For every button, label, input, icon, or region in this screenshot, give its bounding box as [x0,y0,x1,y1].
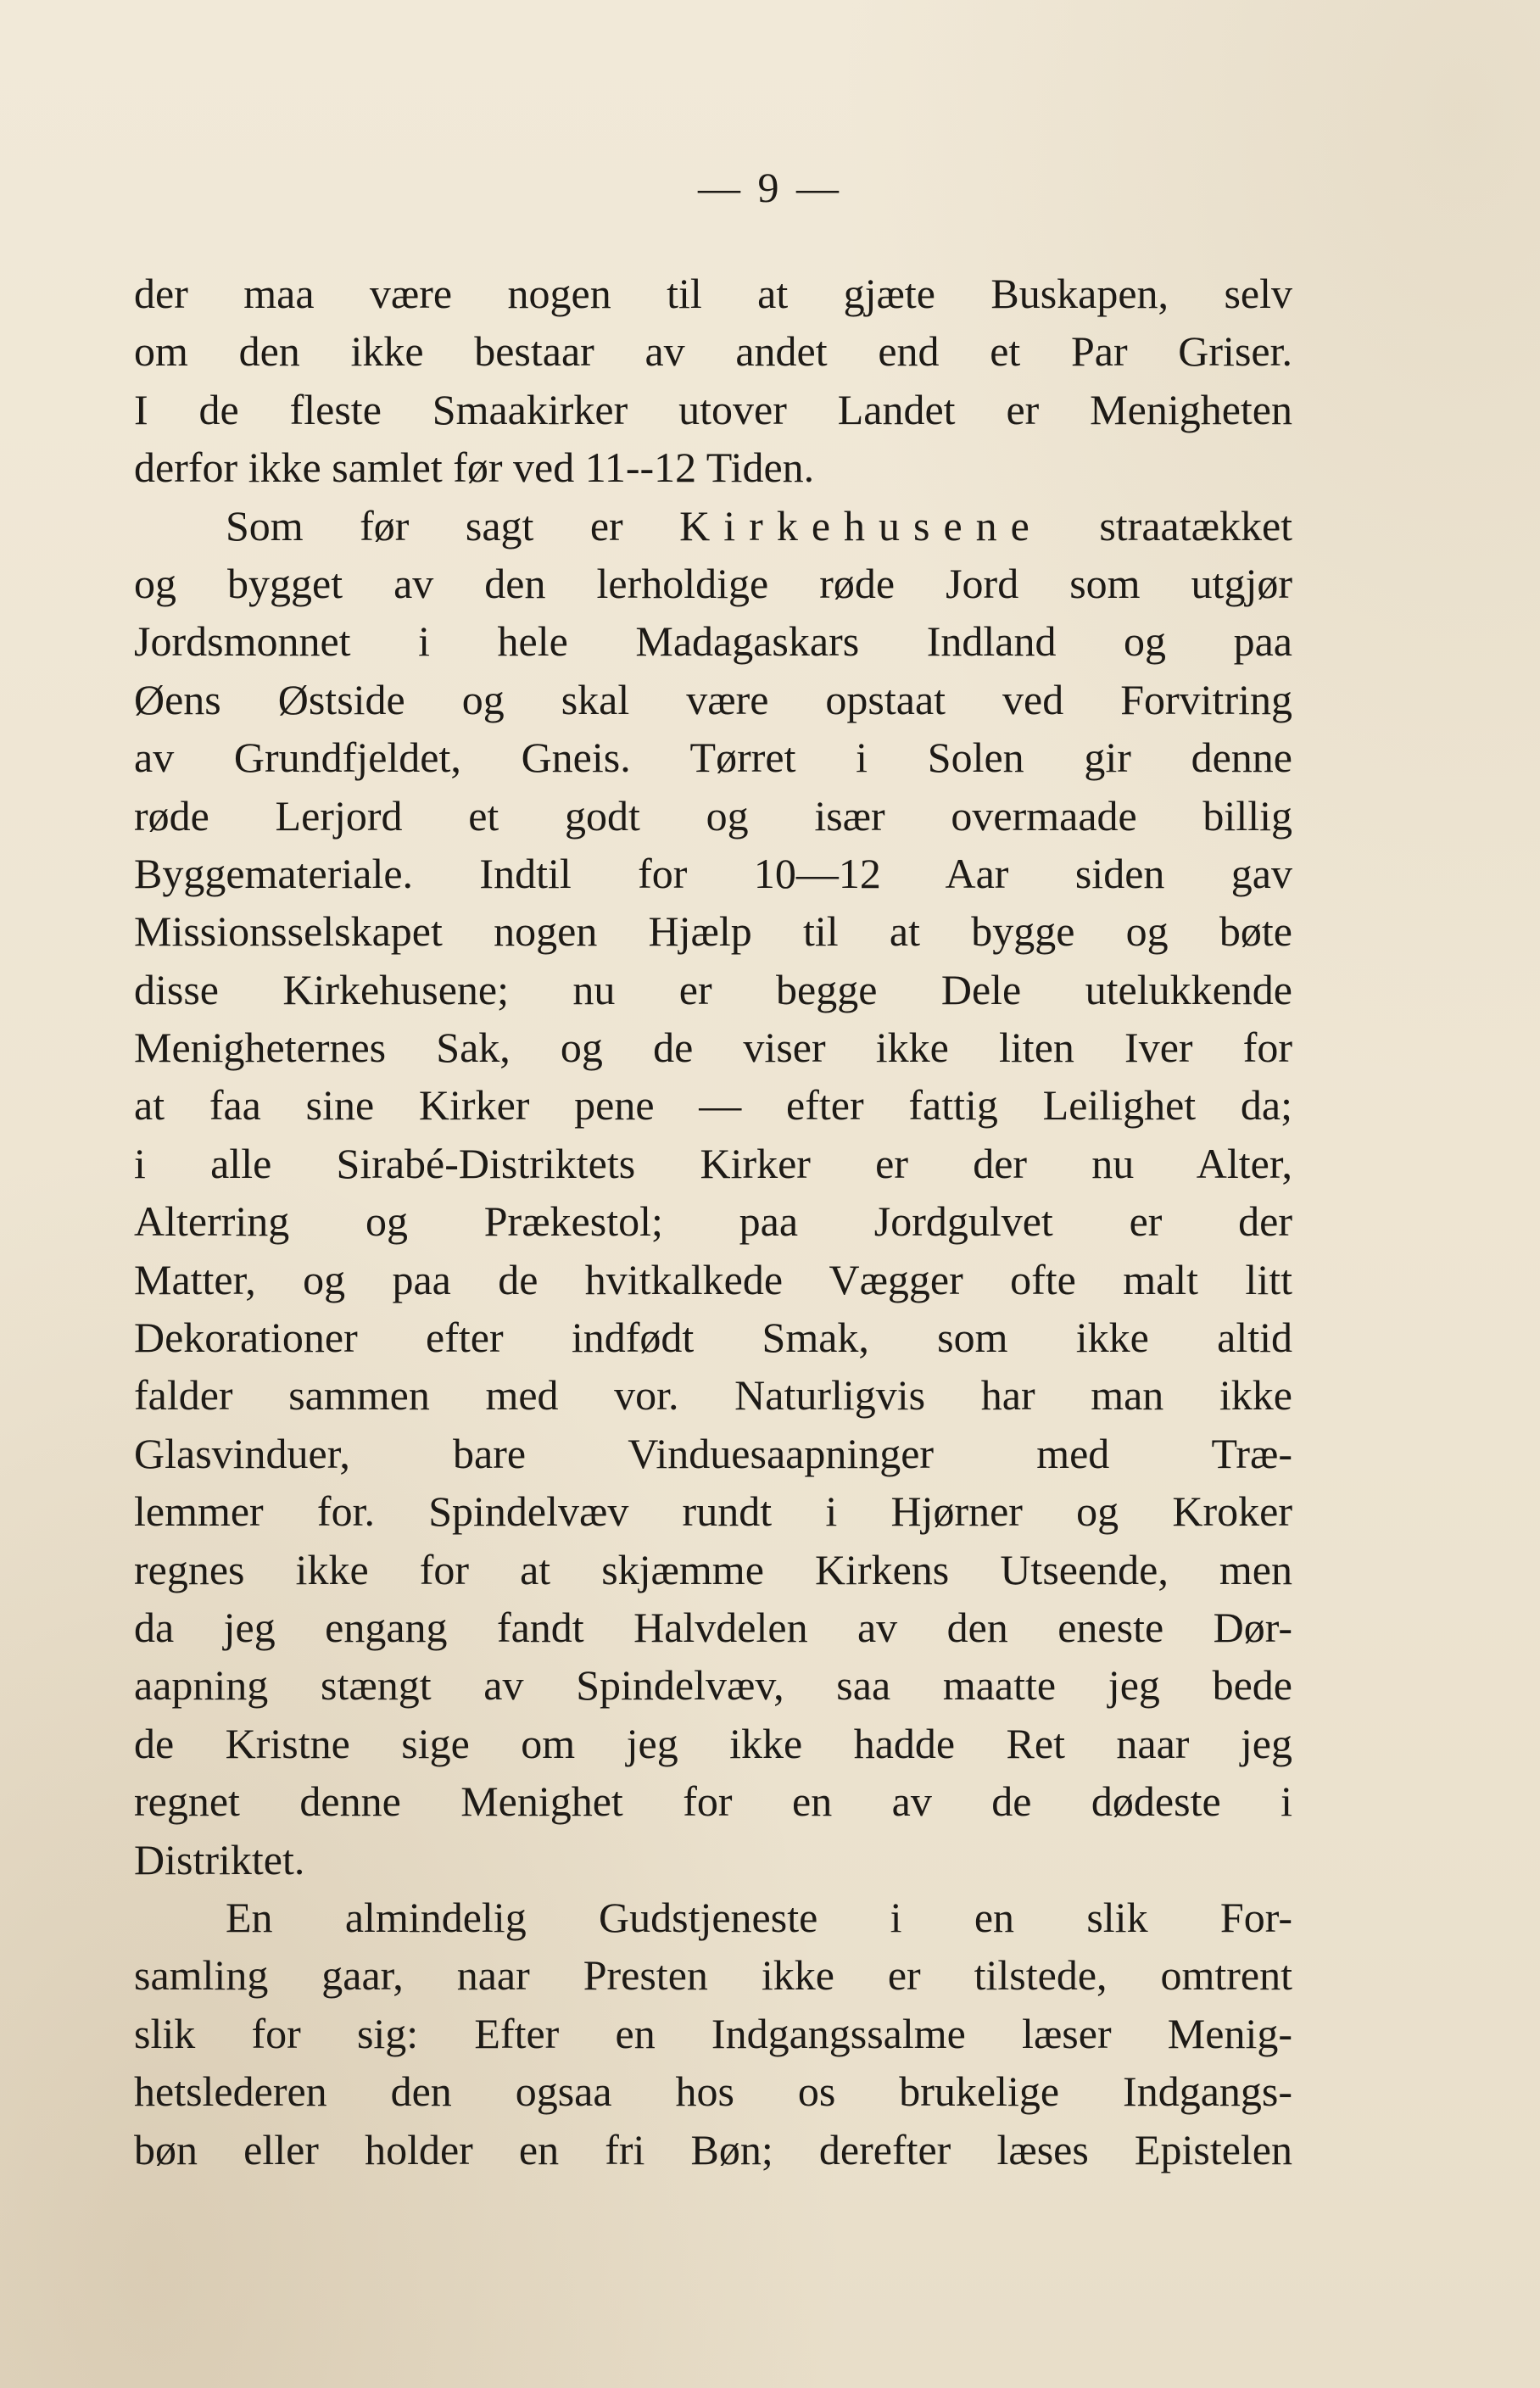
text-line: I de fleste Smaakirker utover Landet er Menigheten [134,385,1292,433]
text-line: i alle Sirabé-Distriktets Kirker er der nu Alter, [134,1139,1292,1187]
text-line: og bygget av den lerholdige røde Jord som utgjør [134,559,1292,607]
text-line: Alterring og Prækestol; paa Jordgulvet er der [134,1197,1292,1246]
text-line: Distriktet. [134,1835,305,1883]
text-line-paragraph-start: En almindelig Gudstjeneste i en slik For- [226,1893,1292,1941]
text-line: lemmer for. Spindelvæv rundt i Hjørner og Kroker [134,1487,1292,1536]
text-line: regnet denne Menighet for en av de dødeste i [134,1777,1292,1826]
text-line: der maa være nogen til at gjæte Buskapen, selv [134,270,1292,317]
text-line: falder sammen med vor. Naturligvis har man ikke [134,1371,1292,1420]
text-line: Jordsmonnet i hele Madagaskars Indland og paa [134,617,1292,666]
text-line: derfor ikke samlet før ved 11--12 Tiden. [134,444,815,492]
text-fragment: Som før sagt er [226,501,623,550]
text-line: hetslederen den ogsaa hos os brukelige Indgangs- [134,2067,1292,2116]
text-line-paragraph-start [134,497,1292,555]
text-line: aapning stængt av Spindelvæv, saa maatte jeg bede [134,1661,1292,1710]
text-line: Missionsselskapet nogen Hjælp til at bygge og bøte [134,907,1292,956]
text-line: samling gaar, naar Presten ikke er tilstede, omtrent [134,1951,1292,2000]
text-line: Matter, og paa de hvitkalkede Vægger ofte malt litt [134,1255,1292,1303]
body-text [134,265,1292,2179]
text-line: om den ikke bestaar av andet end et Par Griser. [134,327,1292,376]
text-line: Øens Østside og skal være opstaat ved Forvitring [134,675,1292,723]
text-line: Menigheternes Sak, og de viser ikke liten Iver for [134,1024,1292,1072]
text-fragment: straatækket [1099,501,1293,550]
text-line: røde Lerjord et godt og især overmaade billig [134,791,1292,840]
emphasized-word: Kirkehusene [679,501,1043,550]
text-line: regnes ikke for at skjæmme Kirkens Utseende, men [134,1545,1292,1593]
text-line: Dekorationer efter indfødt Smak, som ikke altid [134,1314,1292,1362]
text-line: de Kristne sige om jeg ikke hadde Ret naar jeg [134,1719,1292,1767]
text-line: disse Kirkehusene; nu er begge Dele utelukkende [134,965,1292,1013]
text-line: Glasvinduer, bare Vinduesaapninger med Træ- [134,1429,1292,1477]
text-line: Byggemateriale. Indtil for 10—12 Aar siden gav [134,849,1292,897]
text-line: da jeg engang fandt Halvdelen av den eneste Dør- [134,1603,1292,1651]
text-line: bøn eller holder en fri Bøn; derefter læses Epistelen [134,2125,1292,2173]
text-line: at faa sine Kirker pene — efter fattig Leilighet da; [134,1081,1292,1130]
page-number: — 9 — [698,164,842,211]
text-line: slik for sig: Efter en Indgangssalme læser Menig- [134,2009,1292,2057]
text-line: av Grundfjeldet, Gneis. Tørret i Solen gir denne [134,734,1292,782]
